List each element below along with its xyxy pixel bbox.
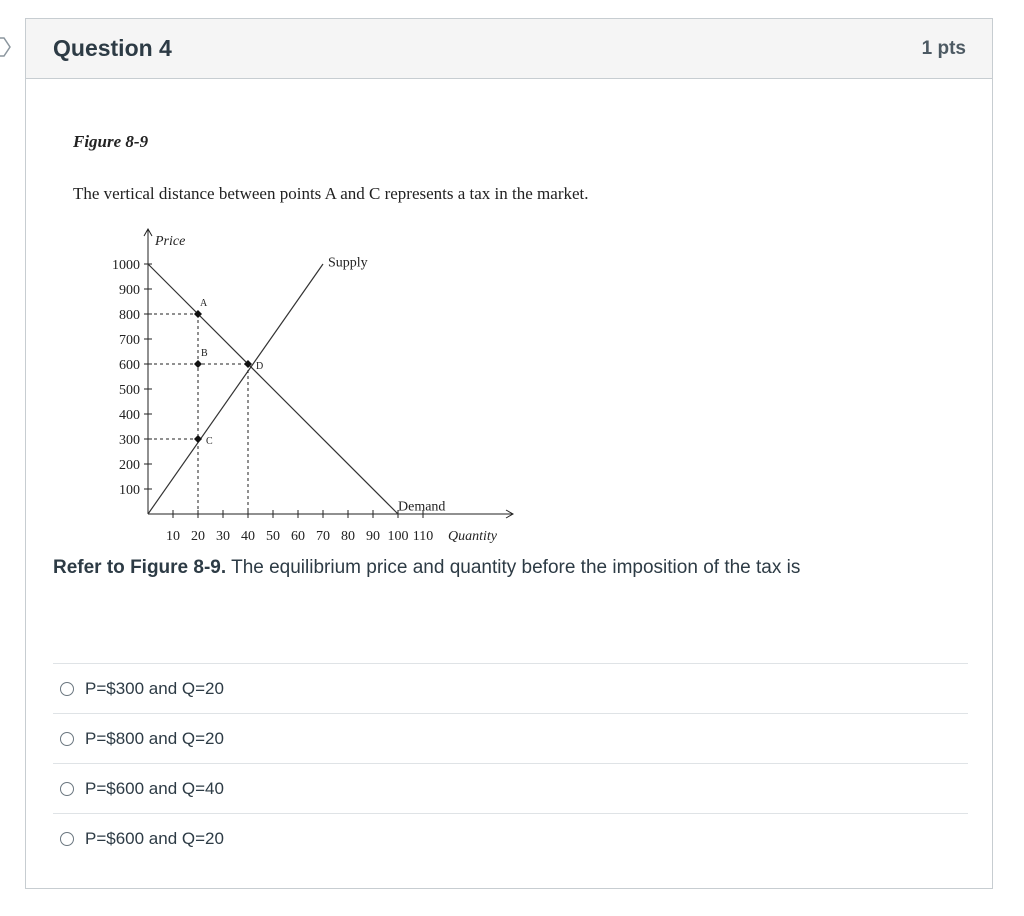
question-card [25,18,993,889]
point-b [194,360,202,368]
answer-option[interactable] [53,763,968,813]
bookmark-icon[interactable] [0,36,12,58]
radio-button[interactable] [60,832,74,846]
x-tick-label: 110 [412,529,434,544]
y-tick-label: 500 [119,383,140,398]
answer-option[interactable] [53,713,968,763]
answer-list [53,663,968,863]
radio-button[interactable] [60,682,74,696]
point-c [194,435,202,443]
y-tick-label: 900 [119,283,140,298]
x-tick-label: 90 [366,529,380,544]
question-prompt [53,557,800,579]
prompt-reference: Refer to Figure 8-9. [53,557,227,578]
y-tick-label: 600 [119,358,140,373]
y-tick-label: 200 [119,458,140,473]
demand-label: Demand [398,499,446,515]
answer-option[interactable] [53,663,968,713]
point-label: D [256,361,264,372]
figure-caption: Figure 8-9 [73,132,149,151]
demand-curve [148,264,398,514]
answer-label: P=$800 and Q=20 [85,728,224,748]
x-tick-label: 100 [387,529,409,544]
y-tick-label: 800 [119,308,140,323]
supply-demand-chart [74,226,497,544]
y-tick-label: 400 [119,408,140,423]
point-label: A [200,298,208,309]
x-tick-label: 40 [241,529,255,544]
y-axis-label: Price [155,234,186,249]
supply-curve [148,264,323,514]
answer-label: P=$600 and Q=20 [85,828,224,848]
x-tick-label: 70 [316,529,330,544]
x-axis-label: Quantity [448,529,497,544]
y-tick-label: 700 [119,333,140,348]
question-header [26,19,992,79]
x-tick-label: 80 [341,529,355,544]
x-tick-label: 20 [191,529,205,544]
x-tick-label: 30 [216,529,230,544]
y-tick-label: 1000 [112,258,140,273]
x-tick-label: 50 [266,529,280,544]
question-points: 1 pts [921,37,966,59]
prompt-text: The equilibrium price and quantity before the imposition of the tax is [226,557,801,578]
answer-option[interactable] [53,813,968,863]
answer-label: P=$600 and Q=40 [85,778,224,798]
figure-description: The vertical distance between points A and C represents a tax in the market. [73,184,589,203]
question-title: Question 4 [53,35,172,61]
y-tick-label: 100 [119,483,140,498]
x-tick-label: 60 [291,529,305,544]
point-label: B [201,348,208,359]
y-tick-label: 300 [119,433,140,448]
radio-button[interactable] [60,732,74,746]
answer-label: P=$300 and Q=20 [85,678,224,698]
x-tick-label: 10 [166,529,180,544]
radio-button[interactable] [60,782,74,796]
supply-label: Supply [328,255,368,271]
point-label: C [206,436,213,447]
